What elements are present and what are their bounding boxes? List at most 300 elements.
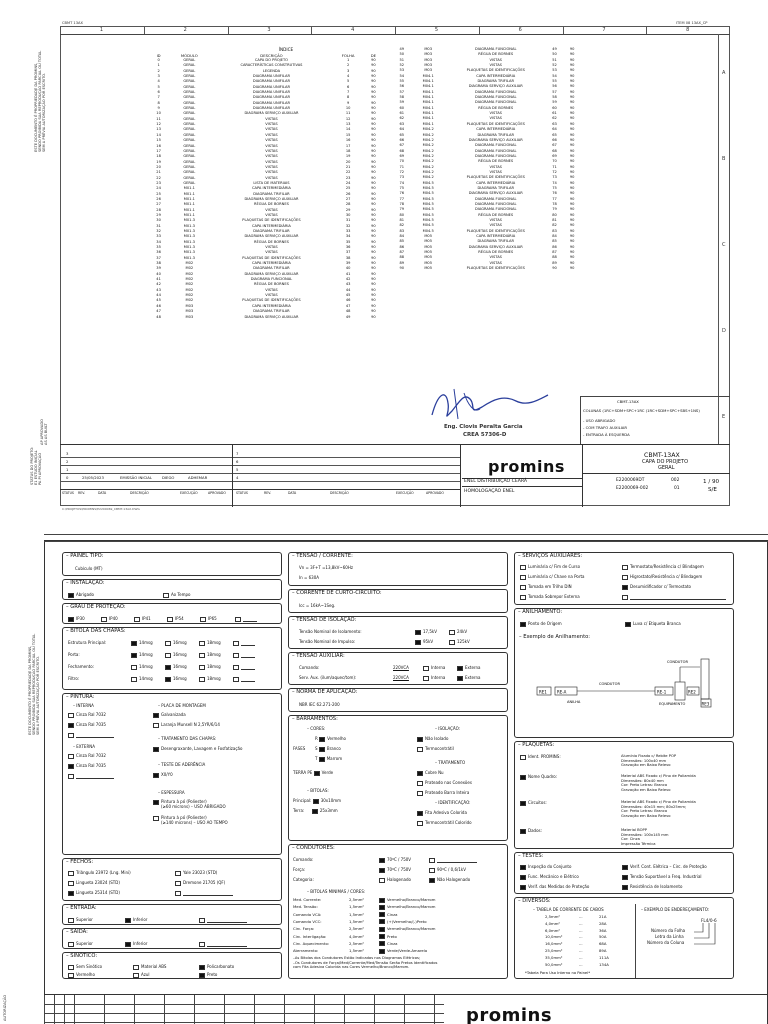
status-legend-line: AP APROVADO [40,419,44,445]
index-cell: 46 [345,298,351,303]
blank-line [437,858,477,863]
index-cell: DIAGRAMA UNIFILAR [252,95,290,100]
plaqueta-item [520,828,542,834]
checkbox[interactable] [68,593,74,598]
index-cell: 90 [371,298,376,303]
index-cell: 17 [156,148,161,153]
index-cell: M04.5 [422,228,434,233]
option-label: 14msg [139,676,153,681]
checkbox[interactable] [233,653,239,658]
bitola-option [199,640,221,646]
checkbox[interactable] [429,858,435,863]
option-label: Termocontrátil Colorido [425,820,472,825]
strip-divider [224,995,225,1024]
checkbox[interactable] [175,871,181,876]
index-cell: 90 [569,148,575,153]
index-cell: 90 [569,95,575,100]
checkbox[interactable] [520,595,526,600]
index-cell: M04.2 [422,164,434,169]
index-cell: 29 [345,207,351,212]
option-label: Luva c/ Etiqueta Branca [633,621,681,626]
checkbox[interactable] [449,640,455,645]
checkbox[interactable] [199,965,205,970]
section-entrada [62,904,282,925]
checkbox[interactable] [520,775,526,780]
index-cell: 90 [569,137,575,142]
option-cinza-7032 [68,753,106,759]
cond-cell: Circ. Força: [293,926,315,932]
checkbox[interactable] [379,898,385,903]
checkbox[interactable] [449,630,455,635]
bitola-option [131,664,153,670]
checkbox[interactable] [417,791,423,796]
index-cell: 84 [552,234,557,239]
index-cell: RÉGUA DE BORNES [253,282,289,287]
checkbox[interactable] [379,905,385,910]
checkbox[interactable] [379,858,385,863]
index-cell: 55 [552,79,557,84]
checkbox[interactable] [68,764,74,769]
index-cell: DIAGRAMA UNIFILAR [252,90,290,95]
checkbox[interactable] [165,677,171,682]
checkbox[interactable] [68,754,74,759]
index-cell: 90 [371,127,376,132]
checkbox[interactable] [417,747,423,752]
option-label: Lingueta 25314 (STD) [76,890,120,895]
index-cell: M02 [185,266,194,271]
option-label: Vermelho/Branco/Marrom [387,904,436,910]
checkbox[interactable] [314,771,320,776]
rev-header: DATA [98,491,107,495]
strip-divider [64,995,65,1024]
option-luminaria-fim [520,564,580,570]
index-cell: 79 [399,207,405,212]
option-label: 90ºC / 0,6/1kV [437,867,466,872]
index-cell: VISTAS [265,207,278,212]
index-cell: M04.1 [422,111,434,116]
checkbox[interactable] [68,918,74,923]
section-title: – TENSÃO AUXILIAR: [292,653,345,659]
checkbox[interactable] [415,640,421,645]
option-label: Cinza Ral 7035 [76,722,106,727]
index-cell: GERAL [183,170,196,175]
option-verif-cont [622,864,707,870]
checkbox[interactable] [167,617,173,622]
option-label: IP54 [175,616,184,621]
index-cell: DIAGRAMA UNIFILAR [252,84,290,89]
checkbox[interactable] [131,677,137,682]
section-title: – SERVIÇOS AUXILIARES: [518,553,583,559]
index-cell: 90 [371,191,376,196]
checkbox[interactable] [520,885,526,890]
option-policarbonato [199,964,234,970]
checkbox[interactable] [199,677,205,682]
diagram-label: CONDUTOR [667,660,688,664]
index-cell: 84 [399,234,405,239]
checkbox[interactable] [68,733,74,738]
option-label: (+)Vermelho/(-)Preto [387,918,427,924]
checkbox[interactable] [199,973,205,978]
index-cell: VISTAS [489,116,502,121]
option-label: Verif. das Medidas de Proteção [528,884,590,889]
index-cell: 65 [552,132,557,137]
checkbox[interactable] [313,799,319,804]
index-cell: M04.2 [422,148,434,153]
checkbox[interactable] [379,927,385,932]
option-preto [199,972,217,978]
checkbox[interactable] [68,881,74,886]
checkbox[interactable] [319,747,325,752]
rev-code: 002 [671,478,680,483]
checkbox[interactable] [520,875,526,880]
option-other [429,857,477,863]
option-label: Dados: [528,828,542,833]
checkbox[interactable] [68,871,74,876]
column-number: 8 [686,27,690,33]
index-cell: 57 [552,89,557,94]
index-cell: 90 [569,68,575,73]
index-cell: DIAGRAMA SERVIÇO AUXILIAR [468,84,523,89]
index-cell: 49 [345,314,351,319]
index-cell: 61 [399,111,405,116]
checkbox[interactable] [233,677,239,682]
index-cell: 60 [552,105,557,110]
checkbox[interactable] [379,878,385,883]
index-cell: RÉGUA DE BORNES [478,212,514,217]
fase-s [315,746,341,752]
index-row [150,138,382,143]
index-cell: 90 [371,148,376,153]
checkbox[interactable] [379,949,385,954]
doc-number: E2200069DT [616,478,645,483]
checkbox[interactable] [379,934,385,939]
checkbox[interactable] [625,622,631,627]
index-cell: M04.2 [422,153,434,158]
index-cell: PLAQUETAS DE IDENTIFICAÇÕES [466,266,525,271]
checkbox[interactable] [153,816,159,821]
index-cell: 23 [156,180,161,185]
index-cell: M04.2 [422,159,434,164]
checkbox[interactable] [429,878,435,883]
checkbox[interactable] [131,641,137,646]
index-cell: M04.5 [422,196,434,201]
checkbox[interactable] [379,919,385,924]
cabo-secao: 25,0mm² [545,948,563,953]
index-cell: 90 [552,266,557,271]
index-cell: 8 [346,95,350,100]
diagram-label: RE2 [688,689,696,695]
checkbox[interactable] [379,941,385,946]
checkbox[interactable] [520,585,526,590]
index-cell: 45 [345,293,351,298]
index-cell: DIAGRAMA FUNCIONAL [475,89,517,94]
index-cell: 45 [156,298,161,303]
index-cell: 37 [345,250,351,255]
index-cell: RÉGUA DE BORNES [253,202,289,207]
index-cell: 90 [371,261,376,266]
bitola-option [165,676,187,682]
plaqueta-spec: Cor: Preto Letras: Branco [621,809,668,814]
cond-cell: 1,5mm² [349,911,364,917]
option-24kv [449,629,467,635]
checkbox[interactable] [125,918,131,923]
checkbox[interactable] [417,771,423,776]
option-label: Material ABS [141,964,167,969]
index-cell: 90 [371,314,376,319]
plaqueta-spec: Dimensões: 100x145 mm [621,832,669,837]
fase-t [315,756,342,762]
index-cell: GERAL [183,111,196,116]
cond-cell [379,948,427,954]
checkbox[interactable] [125,942,131,947]
index-cell: DIAGRAMA FUNCIONAL [475,201,517,206]
cond-cell: Circ. Interligação: [293,933,327,939]
index-cell: 58 [399,95,405,100]
index-cell: DIAGRAMA TRIFILAR [477,185,514,190]
index-cell: GERAL [183,68,196,73]
checkbox[interactable] [415,630,421,635]
sheet-scale: S/E [708,487,717,493]
checkbox[interactable] [153,713,159,718]
option-label: Ponto de Origem [528,621,562,626]
checkbox[interactable] [520,622,526,627]
checkbox[interactable] [153,747,159,752]
checkbox[interactable] [417,737,423,742]
index-cell: DIAGRAMA TRIFILAR [477,239,514,244]
title-divider [460,445,461,507]
index-row [150,170,382,175]
checkbox[interactable] [68,965,74,970]
plaqueta-item [520,800,547,806]
option-superior [68,941,93,947]
checkbox[interactable] [417,811,423,816]
checkbox[interactable] [175,881,181,886]
checkbox[interactable] [319,737,325,742]
checkbox[interactable] [134,617,140,622]
checkbox[interactable] [233,641,239,646]
index-cell: 51 [399,57,405,62]
checkbox[interactable] [457,666,463,671]
option-label: Pintura à pó (Poliester) [161,799,207,804]
bitola-other [233,652,255,658]
option-label: Cinza Ral 7035 [76,763,106,768]
checkbox[interactable] [131,653,137,658]
plaqueta-item [520,754,561,760]
option-label: Superior [76,917,93,922]
index-cell: 90 [569,266,575,271]
fase-letter: T [315,756,318,761]
section-condutores [288,844,508,979]
plaqueta-spec: Dimensões: 80x40 mm [621,778,664,783]
strip-divider [74,995,75,1024]
checkbox[interactable] [233,665,239,670]
index-cell: 90 [569,191,575,196]
fase-letter: S [315,746,318,751]
checkbox[interactable] [68,942,74,947]
index-cell: 90 [371,74,376,79]
checkbox[interactable] [175,891,181,896]
plaqueta-spec: Gravação em Baixo Relevo [621,787,671,792]
checkbox[interactable] [153,723,159,728]
checkbox[interactable] [429,868,435,873]
checkbox[interactable] [622,595,628,600]
index-cell: 90 [371,95,376,100]
checkbox[interactable] [133,973,139,978]
checkbox[interactable] [199,918,205,923]
checkbox[interactable] [622,875,628,880]
index-cell: DIAGRAMA SERVIÇO AUXILIAR [244,314,299,319]
index-cell: 60 [399,105,405,110]
index-cell: LEGENDA [262,68,281,73]
checkbox[interactable] [457,676,463,681]
checkbox[interactable] [520,801,526,806]
index-cell: VISTAS [265,159,278,164]
option-label: IP41 [142,616,151,621]
checkbox[interactable] [131,665,137,670]
rev-cell: 0 [66,475,69,480]
checkbox[interactable] [622,865,628,870]
option-label: Cinza Ral 7032 [76,753,106,758]
checkbox[interactable] [312,809,318,814]
column-number: 6 [518,27,522,33]
checkbox[interactable] [319,757,325,762]
checkbox[interactable] [153,773,159,778]
checkbox[interactable] [163,593,169,598]
option-label: 14msg [139,664,153,669]
index-cell: VISTAS [265,175,278,180]
checkbox[interactable] [379,912,385,917]
index-cell: M04.2 [422,175,434,180]
checkbox[interactable] [520,829,526,834]
checkbox[interactable] [379,868,385,873]
checkbox[interactable] [622,575,628,580]
row-letter: E [722,414,726,420]
index-cell: GERAL [183,143,196,148]
diagram-box [701,659,709,699]
checkbox[interactable] [68,774,74,779]
index-cell: M03 [185,303,194,308]
index-cell: 41 [345,271,351,276]
index-row [150,234,382,239]
index-cell: 43 [156,287,161,292]
index-cell: 90 [371,212,376,217]
checkbox[interactable] [520,565,526,570]
index-cell: 38 [345,255,351,260]
section-instalacao [62,579,282,600]
index-cell: 79 [552,207,557,212]
checkbox[interactable] [235,617,241,622]
section-title: – SAÍDA: [66,929,88,935]
checkbox[interactable] [199,942,205,947]
checkbox[interactable] [417,781,423,786]
index-cell: 90 [371,245,376,250]
index-cell: 41 [156,277,161,282]
checkbox[interactable] [165,641,171,646]
section-painel [62,552,282,576]
checkbox[interactable] [423,676,429,681]
index-cell: GERAL [183,180,196,185]
checkbox[interactable] [199,665,205,670]
checkbox[interactable] [622,585,628,590]
option-label: Branco [326,746,341,751]
checkbox[interactable] [165,665,171,670]
checkbox[interactable] [417,821,423,826]
index-cell: VISTAS [265,116,278,121]
cabo-dots: ... [579,920,583,926]
property-notice [28,634,41,735]
checkbox[interactable] [68,891,74,896]
checkbox[interactable] [68,713,74,718]
checkbox[interactable] [199,641,205,646]
index-cell: M04.2 [422,127,434,132]
index-cell: 31 [345,218,351,223]
index-cell: 18 [345,148,351,153]
index-cell: 90 [371,111,376,116]
index-cell: 0 [157,58,160,62]
index-cell: PLAQUETAS DE IDENTIFICAÇÕES [466,228,525,233]
index-cell: VISTAS [265,212,278,217]
checkbox[interactable] [622,565,628,570]
option-ip41 [134,616,151,622]
index-cell: 80 [552,212,557,217]
option-galvanizada [153,712,186,718]
checkbox[interactable] [520,575,526,580]
checkbox[interactable] [101,617,107,622]
index-cell: RÉGUA DE BORNES [478,250,514,255]
option-prateado-barra [417,790,469,796]
checkbox[interactable] [520,755,526,760]
index-cell: 10 [156,111,161,116]
checkbox[interactable] [133,965,139,970]
index-cell: 85 [552,239,557,244]
checkbox[interactable] [423,666,429,671]
index-cell: 40 [345,266,351,271]
checkbox[interactable] [68,617,74,622]
index-cell: 90 [569,255,575,260]
plaqueta-spec: Gravação em Baixo Relevo [621,763,671,768]
index-cell: GERAL [183,84,196,89]
index-cell: DIAGRAMA TRIFILAR [253,191,290,196]
bitola-row-label: Porta: [68,652,80,657]
section-title: – GRAU DE PROTEÇÃO: [66,604,126,610]
checkbox[interactable] [520,865,526,870]
index-cell: 24 [345,180,351,185]
index-cell: 90 [569,127,575,132]
option-resistencia [622,884,682,890]
rev-cell: 2 [66,459,69,464]
index-cell: 68 [552,148,557,153]
checkbox[interactable] [165,653,171,658]
option-label: Inferior [133,941,148,946]
plaqueta-spec: Impressão Térmica [621,841,656,846]
option-label: Interna [431,665,446,670]
checkbox[interactable] [153,800,159,805]
checkbox[interactable] [68,973,74,978]
index-cell: DIAGRAMA TRIFILAR [253,229,290,233]
sheet-title [600,445,730,507]
index-cell: 27 [345,196,351,201]
checkbox[interactable] [200,617,206,622]
checkbox[interactable] [622,885,628,890]
note-line: com Fita Adesiva Colorida nas Cores Vermelho/Branco/Marrom. [293,965,410,970]
bitola-option [165,640,187,646]
checkbox[interactable] [199,653,205,658]
option-label: Laranja Munsell N 2,5YR/6/14 [161,722,220,727]
option-label: Externa [465,665,481,670]
rev-cell: 6 [236,459,239,464]
checkbox[interactable] [68,723,74,728]
cond-cell: Comando VCA: [293,911,322,917]
